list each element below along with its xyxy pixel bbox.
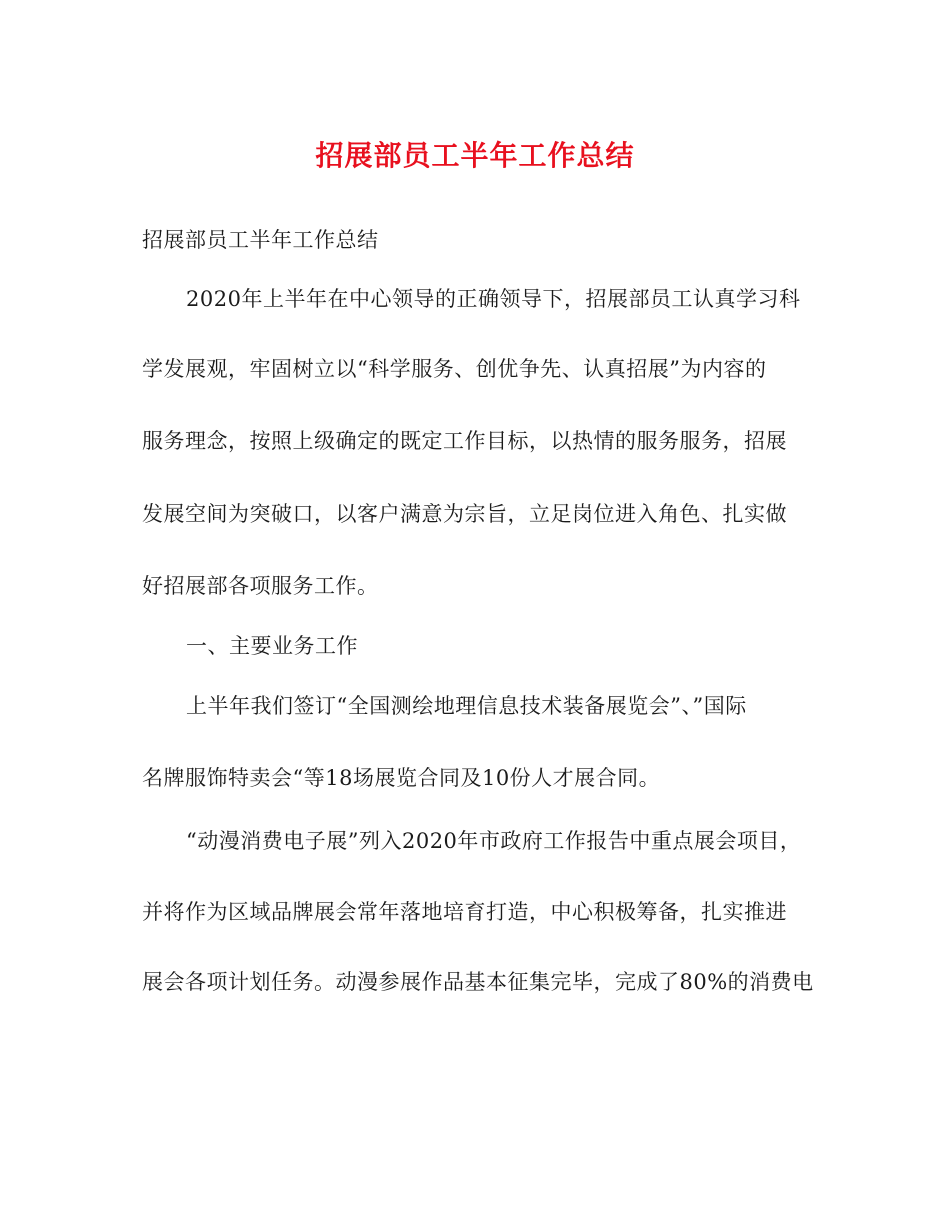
- paragraph-line: 好招展部各项服务工作。: [142, 574, 379, 598]
- paragraph-line: 名牌服饰特卖会“等18场展览合同及10份人才展合同。: [142, 766, 661, 790]
- paragraph-line: 展会各项计划任务。动漫参展作品基本征集完毕，完成了80%的消费电: [142, 970, 814, 994]
- paragraph-line: 服务理念，按照上级确定的既定工作目标，以热情的服务服务，招展: [142, 429, 787, 453]
- paragraph-line: “动漫消费电子展”列入2020年市政府工作报告中重点展会项目，: [186, 829, 802, 853]
- section-heading: 一、主要业务工作: [186, 634, 358, 658]
- paragraph-line: 发展空间为突破口，以客户满意为宗旨，立足岗位进入角色、扎实做: [142, 502, 787, 526]
- paragraph-line: 上半年我们签订“全国测绘地理信息技术装备展览会”、”国际: [186, 694, 747, 718]
- document-title: 招展部员工半年工作总结: [315, 139, 635, 172]
- paragraph-line: 并将作为区域品牌展会常年落地培育打造，中心积极筹备，扎实推进: [142, 900, 787, 924]
- paragraph-line: 2020年上半年在中心领导的正确领导下，招展部员工认真学习科: [186, 287, 801, 311]
- subtitle-line: 招展部员工半年工作总结: [142, 228, 379, 252]
- paragraph-line: 学发展观，牢固树立以“科学服务、创优争先、认真招展”为内容的: [142, 357, 767, 381]
